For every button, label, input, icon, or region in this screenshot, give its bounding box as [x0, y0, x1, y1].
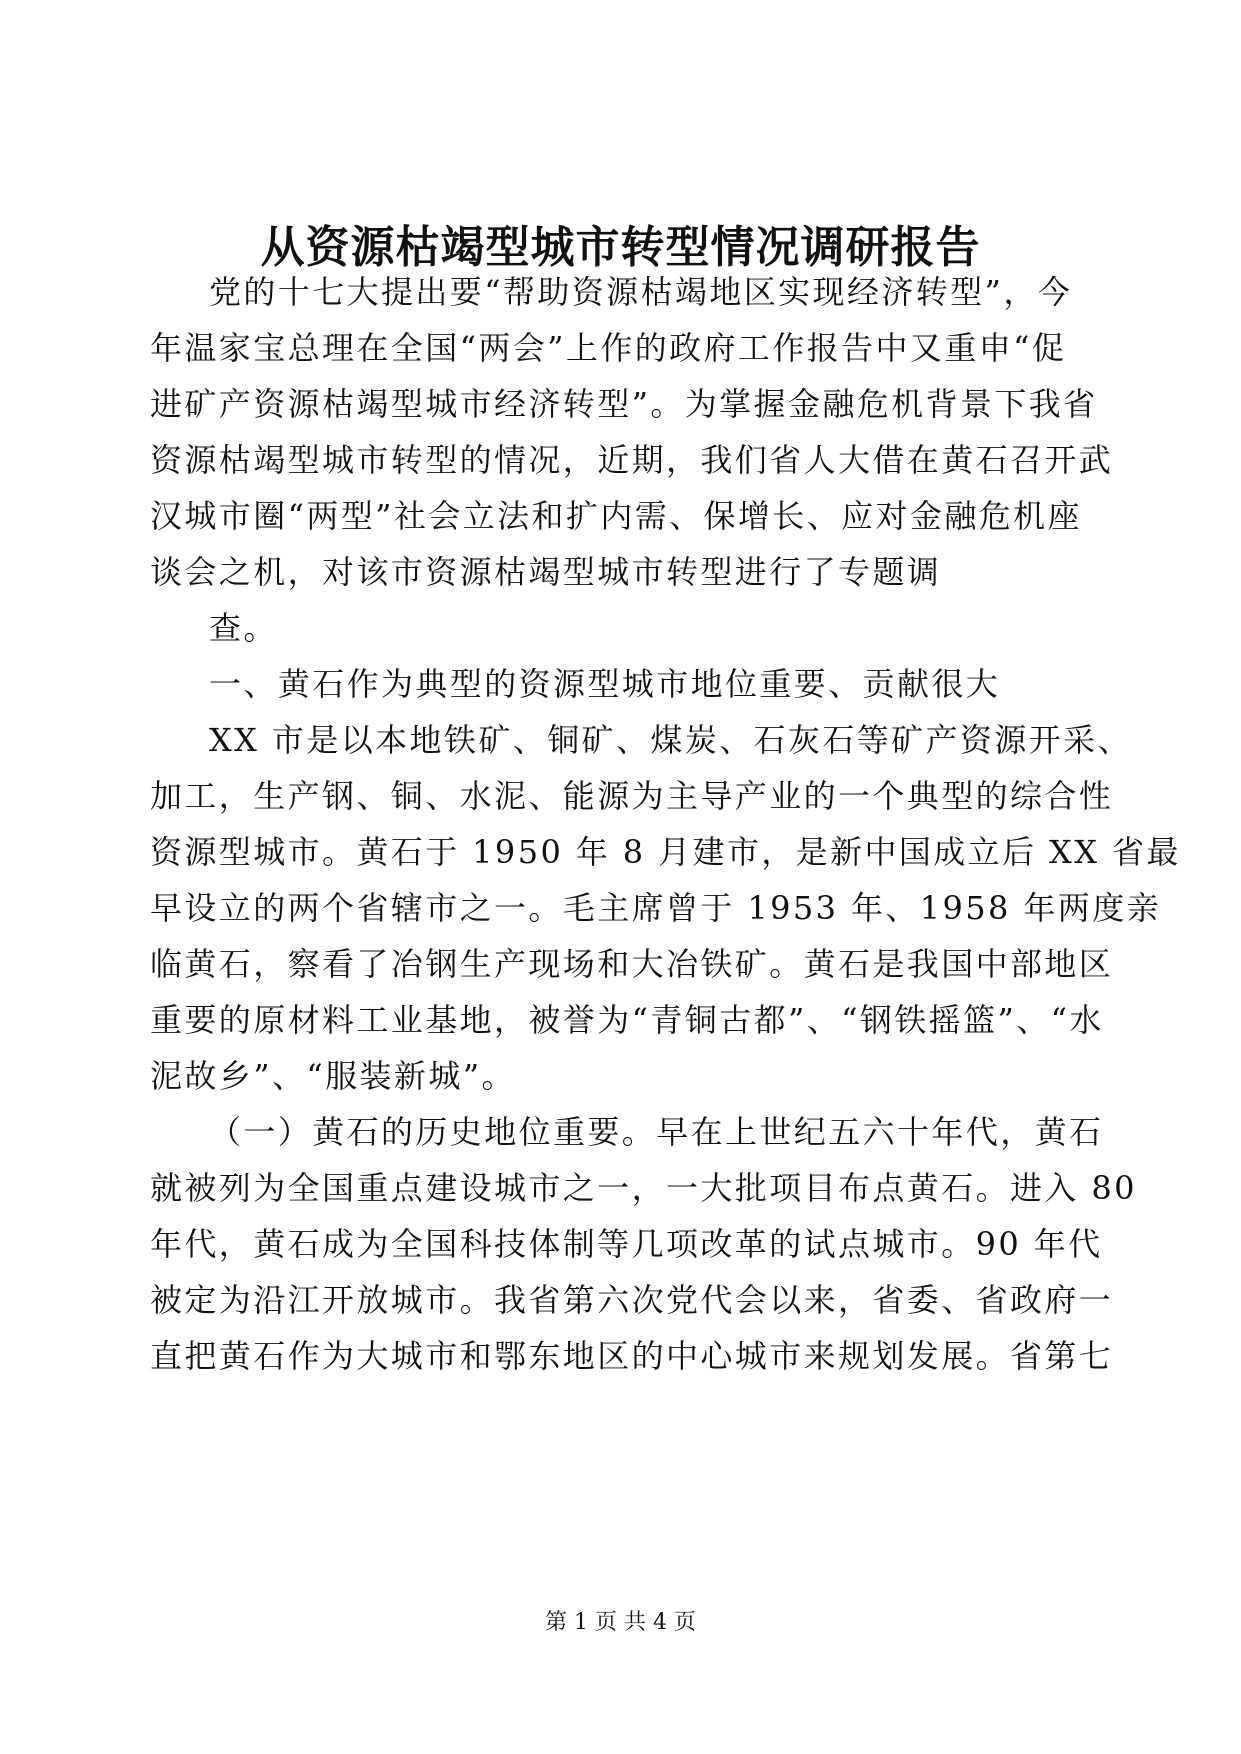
- paragraph-line: 被定为沿江开放城市。我省第六次党代会以来，省委、省政府一: [150, 1281, 1114, 1319]
- paragraph-line: 谈会之机，对该市资源枯竭型城市转型进行了专题调: [150, 553, 942, 591]
- paragraph-line: 加工，生产钢、铜、水泥、能源为主导产业的一个典型的综合性: [150, 777, 1114, 815]
- paragraph-line: XX 市是以本地铁矿、铜矿、煤炭、石灰石等矿产资源开采、: [209, 721, 1132, 759]
- paragraph-line: 临黄石，察看了冶钢生产现场和大冶铁矿。黄石是我国中部地区: [150, 945, 1114, 983]
- paragraph-line: 年代，黄石成为全国科技体制等几项改革的试点城市。90 年代: [150, 1225, 1103, 1263]
- paragraph-line: 进矿产资源枯竭型城市经济转型”。为掌握金融危机背景下我省: [150, 385, 1098, 423]
- document-title: 从资源枯竭型城市转型情况调研报告: [260, 222, 981, 273]
- paragraph-line: 早设立的两个省辖市之一。毛主席曾于 1953 年、1958 年两度亲: [150, 889, 1161, 927]
- subsection-line: （一）黄石的历史地位重要。早在上世纪五六十年代，黄石: [209, 1113, 1104, 1151]
- paragraph-line: 年温家宝总理在全国“两会”上作的政府工作报告中又重申“促: [150, 329, 1067, 367]
- section-heading: 一、黄石作为典型的资源型城市地位重要、贡献很大: [209, 665, 1001, 703]
- paragraph-line: 汉城市圈“两型”社会立法和扩内需、保增长、应对金融危机座: [150, 497, 1082, 535]
- paragraph-line: 查。: [209, 609, 278, 647]
- page-number: 第 1 页 共 4 页: [545, 1610, 696, 1635]
- paragraph-line: 重要的原材料工业基地，被誉为“青铜古都”、“钢铁摇篮”、“水: [150, 1001, 1104, 1039]
- paragraph-line: 直把黄石作为大城市和鄂东地区的中心城市来规划发展。省第七: [150, 1337, 1114, 1375]
- paragraph-line: 就被列为全国重点建设城市之一，一大批项目布点黄石。进入 80: [150, 1169, 1137, 1207]
- paragraph-line: 党的十七大提出要“帮助资源枯竭地区实现经济转型”，今: [209, 273, 1073, 311]
- paragraph-line: 资源枯竭型城市转型的情况，近期，我们省人大借在黄石召开武: [150, 441, 1114, 479]
- paragraph-line: 泥故乡”、“服装新城”。: [150, 1057, 516, 1095]
- paragraph-line: 资源型城市。黄石于 1950 年 8 月建市，是新中国成立后 XX 省最: [150, 833, 1181, 871]
